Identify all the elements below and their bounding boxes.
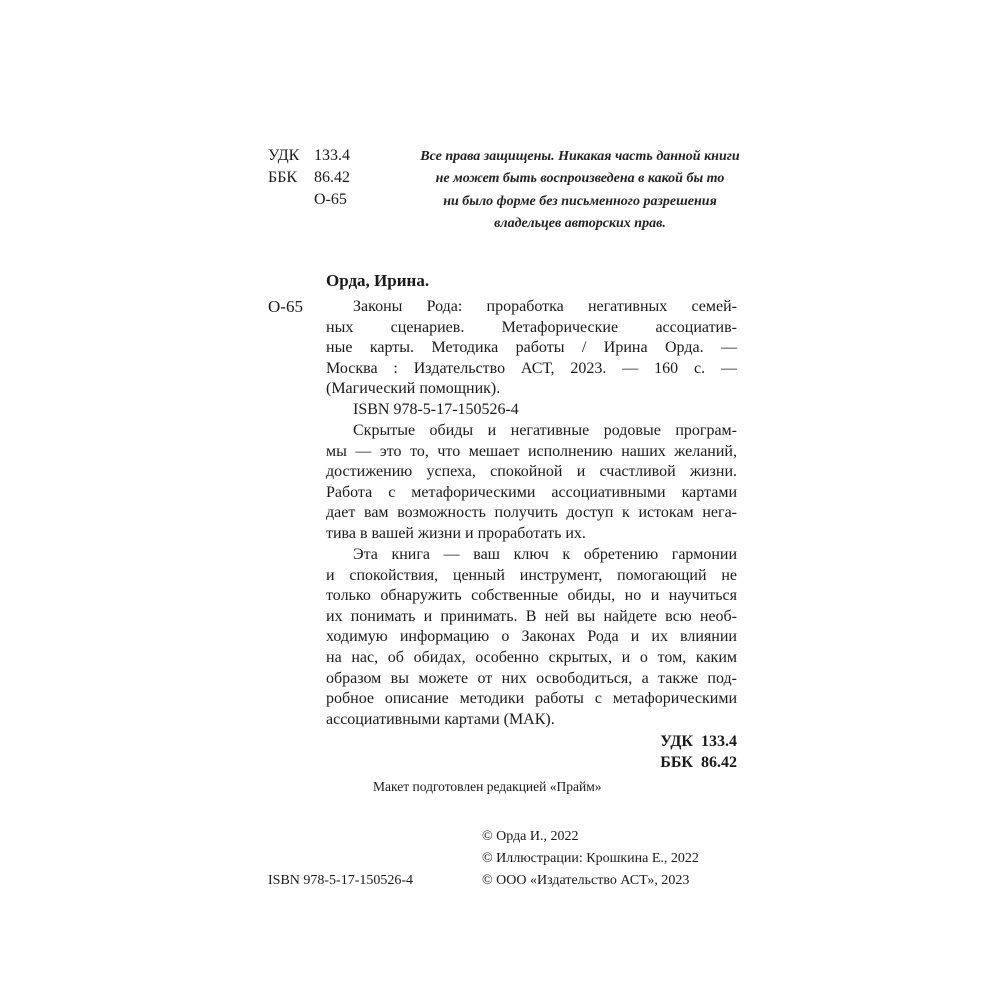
isbn-bottom: ISBN 978-5-17-150526-4	[268, 873, 414, 888]
code-row: О-65	[314, 191, 347, 208]
rights-notice: Все права защищены. Никакая часть данной книги не может быть воспроизведена в какой бы то ни было форме без письменного разрешения владельцев авторских прав.	[420, 149, 740, 231]
bibliographic-description: Законы Рода: проработка негативных семей- ных сценариев. Метафорические ассоциатив- ные карты. Методика работы / Ирина Орда. — Москва : Издательство АСТ, 2023. — 160 с. — (Магический помощник). ISBN 978-5-17-150526-4	[326, 297, 737, 421]
isbn: ISBN 978-5-17-150526-4	[353, 400, 519, 418]
annotation-paragraph-1: Скрытые обиды и негативные родовые програм- мы — это то, что мешает исполнению наших желаний, достижению успеха, спокойной и счастливой жизни. Работа с метафорическими ассоциативными картами дает вам возможность получить доступ к истокам нега- тива в вашей жизни и проработать их.	[326, 422, 737, 542]
top-classification-codes	[268, 145, 350, 211]
copyright-notices: © Орда И., 2022 © Иллюстрации: Крошкина Е., 2022 © ООО «Издательство АСТ», 2023	[482, 829, 699, 888]
author-heading: Орда, Ирина.	[326, 271, 430, 290]
author-code: О-65	[268, 297, 303, 316]
code-row: ББК 86.42	[268, 169, 350, 186]
code-row: УДК 133.4	[268, 147, 350, 164]
annotation-paragraph-2: Эта книга — ваш ключ к обретению гармонии и спокойствия, ценный инструмент, помогающий не только обнаружить собственные обиды, но и научиться их понимать и принимать. В ней вы найдете всю необ- ходимую информацию о Законах Рода и их влиянии на нас, об обидах, особенно скрытых, и о том, каким образом вы можете от них освободиться, а также под- робное описание методики работы с метафорическими ассоциативными картами (МАК).	[326, 546, 737, 728]
classification-codes: УДК 133.4 ББК 86.42	[660, 733, 737, 771]
layout-credit: Макет подготовлен редакцией «Прайм»	[373, 779, 602, 794]
